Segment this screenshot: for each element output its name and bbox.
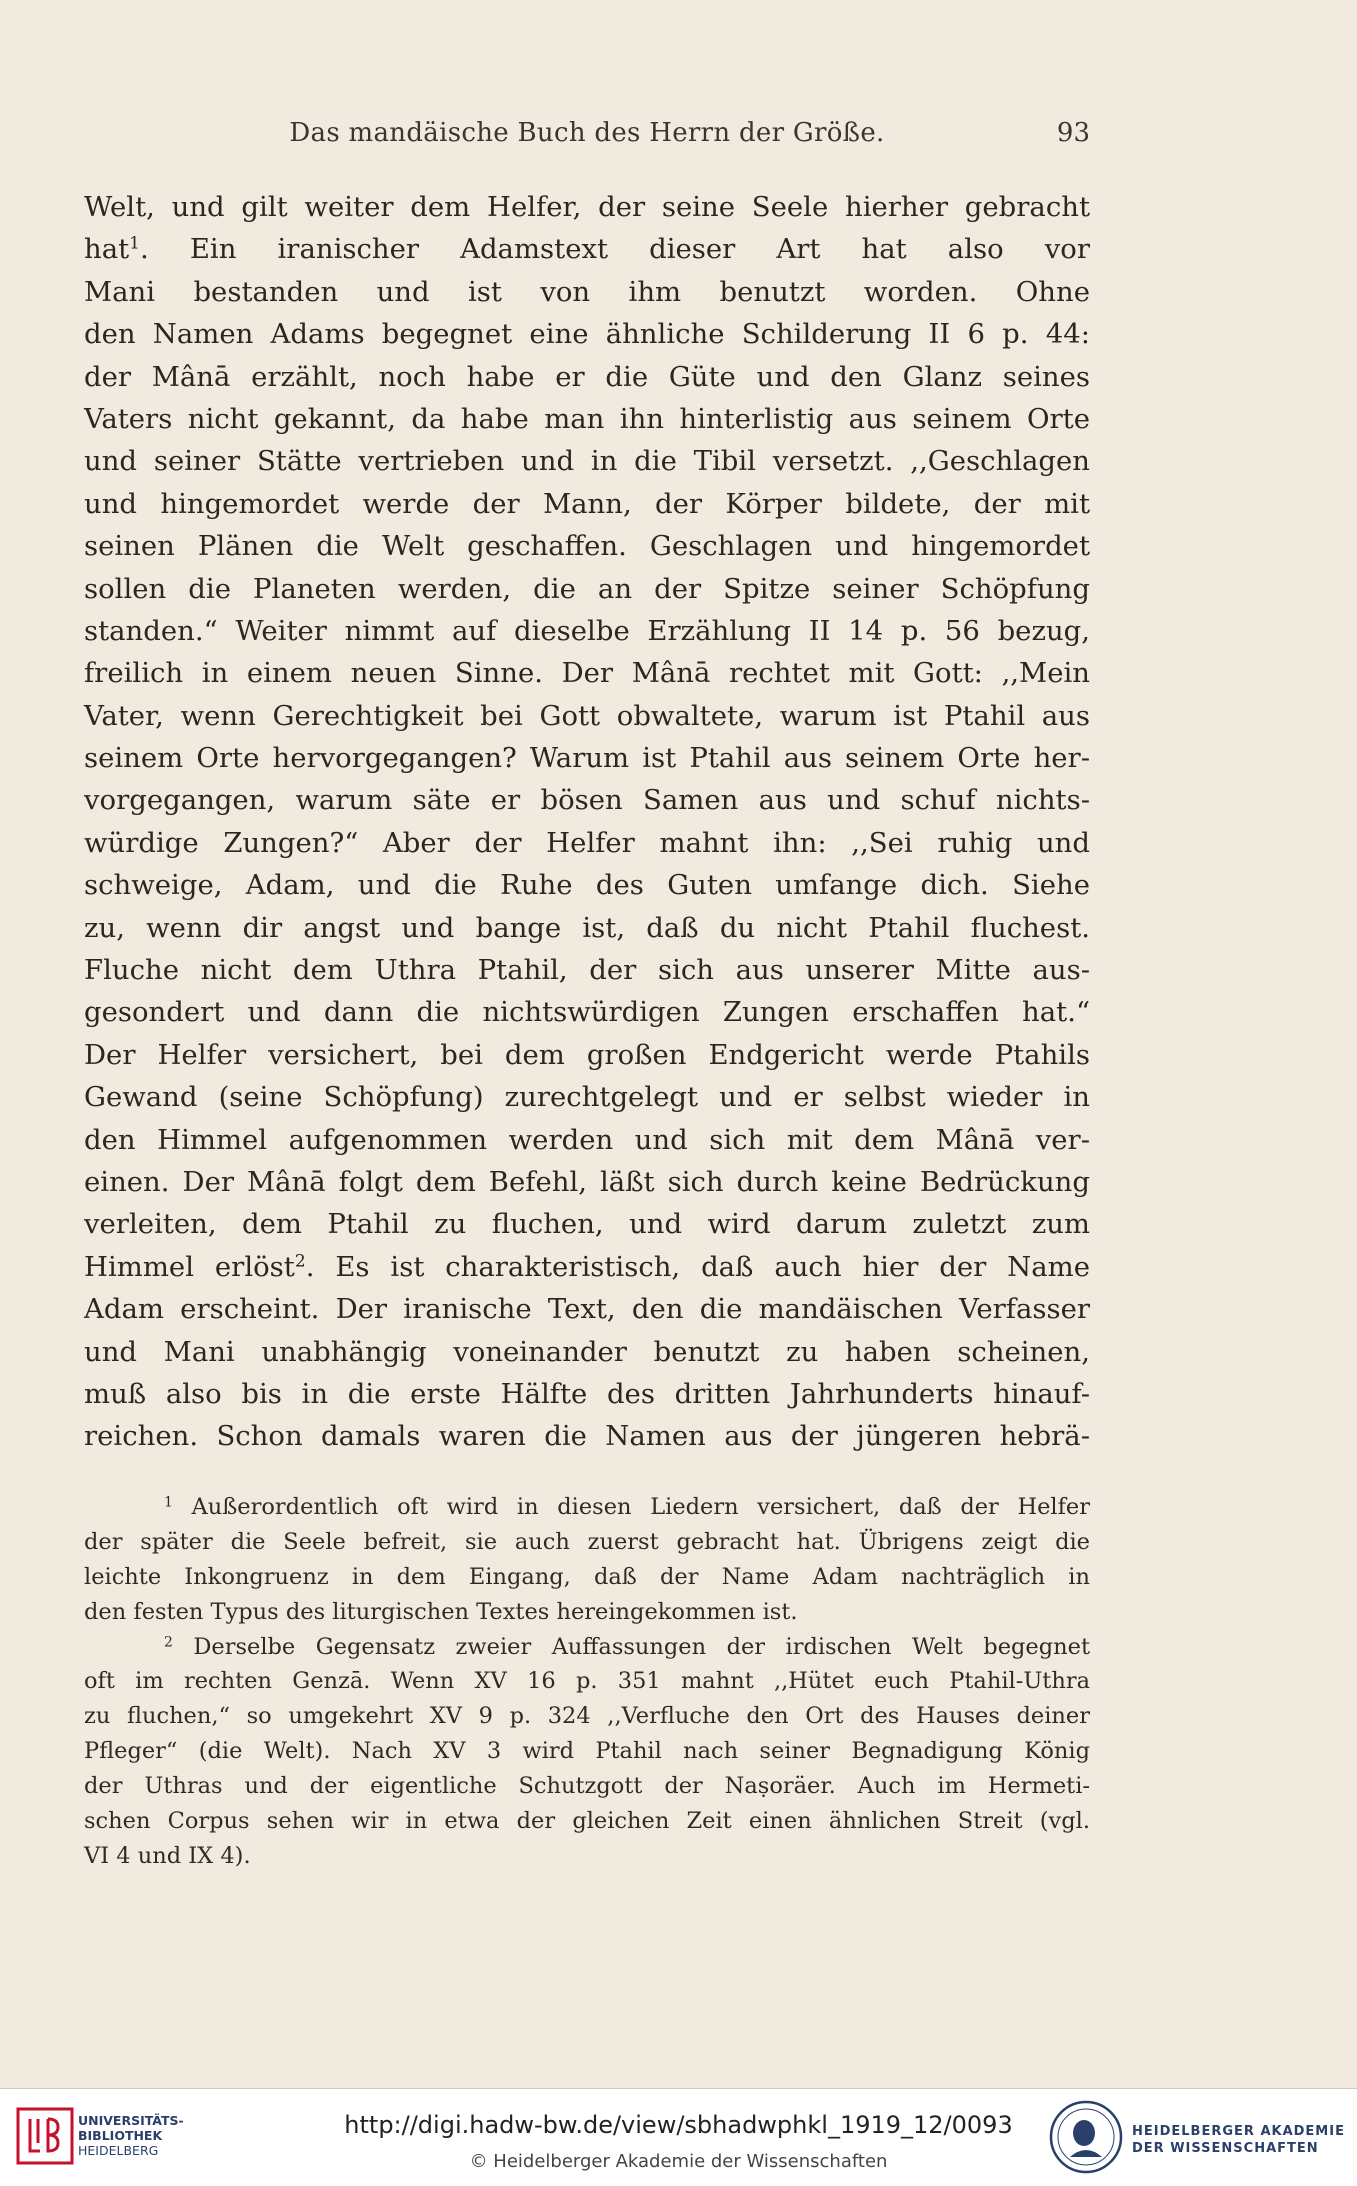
footnote-line: schen Corpus sehen wir in etwa der gleichen Zeit einen ähnlichen Streit (vgl. bbox=[84, 1808, 1090, 1835]
body-line: Welt, und gilt weiter dem Helfer, der seine Seele hierher gebracht bbox=[84, 191, 1090, 223]
body-line: Mani bestanden und ist von ihm benutzt worden. Ohne bbox=[84, 275, 1090, 308]
body-line: Fluche nicht dem Uthra Ptahil, der sich aus unserer Mitte aus- bbox=[84, 954, 1090, 987]
body-line: den Himmel aufgenommen werden und sich mit dem Mânā ver- bbox=[84, 1123, 1090, 1156]
footnote-line: oft im rechten Genzā. Wenn XV 16 p. 351 mahnt ,,Hütet euch Ptahil-Uthra bbox=[84, 1668, 1090, 1695]
body-line: würdige Zungen?“ Aber der Helfer mahnt ihn: ,,Sei ruhig und bbox=[84, 826, 1090, 859]
body-line: seinen Plänen die Welt geschaffen. Geschlagen und hingemordet bbox=[84, 530, 1090, 563]
footnote-line: leichte Inkongruenz in dem Eingang, daß der Name Adam nachträglich in bbox=[84, 1563, 1090, 1590]
body-line: Himmel erlöst$^2$. Es ist charakteristisch, daß auch hier der Name bbox=[84, 1250, 1090, 1283]
body-line: freilich in einem neuen Sinne. Der Mânā rechtet mit Gott: ,,Mein bbox=[84, 657, 1090, 690]
page-header bbox=[84, 118, 1090, 158]
body-line: und Mani unabhängig voneinander benutzt zu haben scheinen, bbox=[84, 1335, 1090, 1368]
footnote-line: Pfleger“ (die Welt). Nach XV 3 wird Ptahil nach seiner Begnadigung König bbox=[84, 1738, 1090, 1765]
page-number: 93 bbox=[1056, 118, 1090, 148]
viewer-footer bbox=[0, 2088, 1357, 2186]
body-line: vorgegangen, warum säte er bösen Samen aus und schuf nichts- bbox=[84, 784, 1090, 817]
body-line: einen. Der Mânā folgt dem Befehl, läßt sich durch keine Bedrückung bbox=[84, 1165, 1090, 1198]
footnote-line: $^1$ Außerordentlich oft wird in diesen Liedern versichert, daß der Helfer bbox=[164, 1494, 1090, 1520]
academy-label: HEIDELBERGER AKADEMIE DER WISSENSCHAFTEN bbox=[1132, 2124, 1345, 2156]
body-line: und seiner Stätte vertrieben und in die Tibil versetzt. ,,Geschlagen bbox=[84, 445, 1090, 478]
body-line: hat$^1$. Ein iranischer Adamstext dieser Art hat also vor bbox=[84, 233, 1090, 266]
body-line: und hingemordet werde der Mann, der Körper bildete, der mit bbox=[84, 487, 1090, 520]
body-line: Gewand (seine Schöpfung) zurechtgelegt und er selbst wieder in bbox=[84, 1081, 1090, 1114]
footnote-line: $^2$ Derselbe Gegensatz zweier Auffassungen der irdischen Welt begegnet bbox=[164, 1633, 1090, 1660]
body-text bbox=[84, 186, 1090, 1458]
footnotes bbox=[84, 1490, 1090, 1874]
footnote-line: zu fluchen,“ so umgekehrt XV 9 p. 324 ,,Verfluche den Ort des Hauses deiner bbox=[84, 1703, 1090, 1730]
footnote-line: den festen Typus des liturgischen Textes hereingekommen ist. bbox=[84, 1598, 798, 1625]
copyright-notice: © Heidelberger Akademie der Wissenschaften bbox=[469, 2151, 888, 2172]
body-line: zu, wenn dir angst und bange ist, daß du nicht Ptahil fluchest. bbox=[84, 911, 1090, 944]
body-line: den Namen Adams begegnet eine ähnliche Schilderung II 6 p. 44: bbox=[84, 318, 1090, 351]
body-line: der Mânā erzählt, noch habe er die Güte und den Glanz seines bbox=[84, 360, 1090, 393]
footnote-line: der Uthras und der eigentliche Schutzgott der Naṣoräer. Auch im Hermeti- bbox=[84, 1773, 1090, 1800]
permalink-url[interactable]: http://digi.hadw-bw.de/view/sbhadwphkl_1919_12/0093 bbox=[344, 2111, 1013, 2139]
body-line: verleiten, dem Ptahil zu fluchen, und wird darum zuletzt zum bbox=[84, 1208, 1090, 1241]
body-line: Der Helfer versichert, bei dem großen Endgericht werde Ptahils bbox=[84, 1038, 1090, 1071]
body-line: seinem Orte hervorgegangen? Warum ist Ptahil aus seinem Orte her- bbox=[84, 742, 1090, 775]
body-line: standen.“ Weiter nimmt auf dieselbe Erzählung II 14 p. 56 bezug, bbox=[84, 614, 1090, 647]
footnote-line: VI 4 und IX 4). bbox=[84, 1842, 251, 1869]
body-line: Adam erscheint. Der iranische Text, den die mandäischen Verfasser bbox=[84, 1293, 1090, 1326]
body-line: Vater, wenn Gerechtigkeit bei Gott obwaltete, warum ist Ptahil aus bbox=[84, 699, 1090, 732]
body-line: gesondert und dann die nichtswürdigen Zungen erschaffen hat.“ bbox=[84, 996, 1090, 1029]
body-line: muß also bis in die erste Hälfte des dritten Jahrhunderts hinauf- bbox=[84, 1377, 1090, 1410]
footnote-line: der später die Seele befreit, sie auch zuerst gebracht hat. Übrigens zeigt die bbox=[84, 1528, 1090, 1555]
university-library-label: UNIVERSITÄTS- BIBLIOTHEK HEIDELBERG bbox=[78, 2113, 184, 2158]
body-line: Vaters nicht gekannt, da habe man ihn hinterlistig aus seinem Orte bbox=[84, 402, 1090, 435]
body-line: sollen die Planeten werden, die an der Spitze seiner Schöpfung bbox=[84, 572, 1090, 605]
running-title: Das mandäische Buch des Herrn der Größe. bbox=[289, 118, 885, 148]
academy-seal-icon bbox=[1048, 2099, 1124, 2175]
body-line: reichen. Schon damals waren die Namen aus der jüngeren hebrä- bbox=[84, 1420, 1090, 1453]
body-line: schweige, Adam, und die Ruhe des Guten umfange dich. Siehe bbox=[84, 869, 1090, 902]
